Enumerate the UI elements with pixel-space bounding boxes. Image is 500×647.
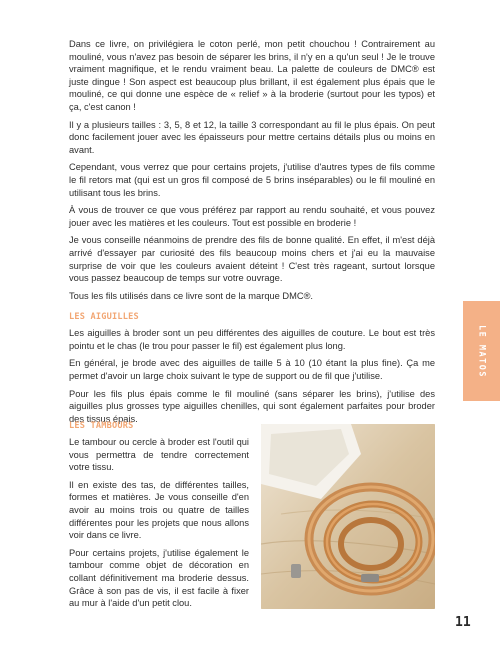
tambours-paragraph-2: Il en existe des tas, de différentes tailles, formes et matières. Je vous conseille d'en avoir au moins trois ou quatre de tailles différentes pour les projets que nous allons voir dans ce livre. <box>69 479 249 541</box>
intro-paragraph-3: Cependant, vous verrez que pour certains projets, j'utilise d'autres types de fils comme le fil retors mat (qui est un gros fil composé de 5 brins inséparables) ou le fil mouliné en utilisant tous les brins. <box>69 162 435 198</box>
chapter-side-tab <box>463 301 500 401</box>
main-text-column <box>69 38 435 430</box>
intro-paragraph-5: Je vous conseille néanmoins de prendre des fils de bonne qualité. En effet, il m'est déjà arrivé d'essayer par curiosité des fils beaucoup moins chers et j'ai eu la mauvaise surprise de voir que les couleurs avaient déteint ! C'est très rageant, surtout lorsque vous passez beaucoup de temps sur votre ouvrage. <box>69 235 435 284</box>
tambours-paragraph-1: Le tambour ou cercle à broder est l'outil qui vous permettra de tendre correctement votre tissu. <box>69 437 249 473</box>
hoops-illustration <box>261 424 435 609</box>
chapter-tab-label: LE MATOS <box>476 324 487 378</box>
tambours-paragraph-3: Pour certains projets, j'utilise également le tambour comme objet de décoration en collant définitivement ma broderie dessus. Grâce à son pas de vis, il est facile à fixer au mur à l'aide d'un petit clou. <box>69 547 249 609</box>
intro-paragraph-4: À vous de trouver ce que vous préférez par rapport au rendu souhaité, et vous pouvez jouer avec les matières et les couleurs. Tout est possible en broderie ! <box>69 205 435 228</box>
page-number: 11 <box>455 615 471 630</box>
section-heading-tambours: LES TAMBOURS <box>69 421 134 431</box>
aiguilles-paragraph-2: En général, je brode avec des aiguilles de taille 5 à 10 (10 étant la plus fine). Ça me permet d'avoir un large choix suivant le type de support ou de fil que j'utilise. <box>69 358 435 382</box>
intro-paragraph-2: Il y a plusieurs tailles : 3, 5, 8 et 12, la taille 3 correspondant au fil le plus épais. On peut donc facilement jouer avec les épaisseurs pour mettre certains détails plus ou moins en avant. <box>69 119 435 155</box>
intro-paragraph-6: Tous les fils utilisés dans ce livre sont de la marque DMC®. <box>69 290 314 301</box>
section-heading-aiguilles: LES AIGUILLES <box>69 312 139 323</box>
aiguilles-paragraph-1: Les aiguilles à broder sont un peu différentes des aiguilles de couture. Le bout est très pointu et le chas (le trou pour passer le fil) est également plus long. <box>69 328 435 351</box>
intro-paragraph-1: Dans ce livre, on privilégiera le coton perlé, mon petit chouchou ! Contrairement au mouliné, vous n'avez pas besoin de séparer les brins, il n'y en a qu'un seul ! Je le trouve vraiment magnifique, et le rendu vraiment beau. La palette de couleurs de DMC® est juste dingue ! Son aspect est beaucoup plus brillant, il est également plus épais que le mouliné, ce qui donne une espèce de « relief » à la broderie (surtout pour les typos) et ça, c'est canon ! <box>69 39 435 112</box>
embroidery-hoops-photo <box>261 424 435 609</box>
aiguilles-paragraph-3: Pour les fils plus épais comme le fil mouliné (sans séparer les brins), j'utilise des aiguilles plus grosses type aiguilles chenilles, qui sont également parfaites pour broder des tissus épais. <box>69 388 435 424</box>
